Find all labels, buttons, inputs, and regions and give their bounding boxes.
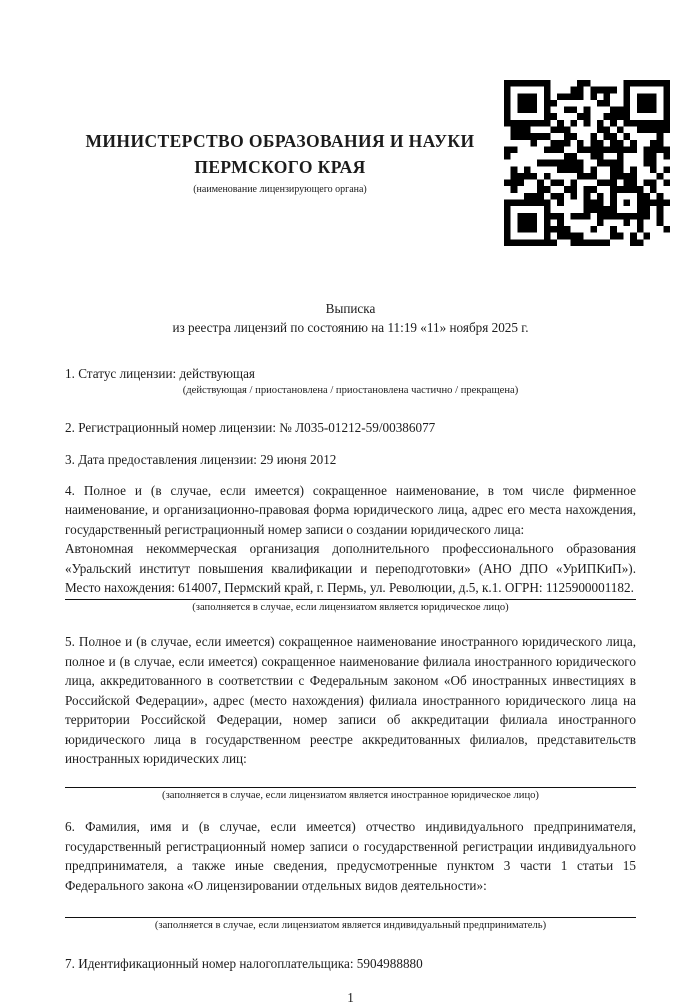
item-6-blank-field-line (65, 917, 636, 918)
item-3-license-date: 3. Дата предоставления лицензии: 29 июня 2012 (65, 451, 337, 467)
item-6-caption: (заполняется в случае, если лицензиатом является индивидуальный предприниматель) (154, 919, 547, 931)
item-7-taxpayer-number: 7. Идентификационный номер налогоплательщика: 5904988880 (65, 955, 423, 971)
document-title-line1: Выписка (325, 301, 376, 316)
item-1-license-status: 1. Статус лицензии: действующая (65, 365, 256, 381)
item-4-underline (65, 599, 636, 600)
page-number: 1 (347, 990, 354, 1006)
item-5-blank-field-line (65, 787, 636, 788)
ministry-name-line2: ПЕРМСКОГО КРАЯ (194, 157, 366, 177)
document-title-line2: из реестра лицензий по состоянию на 11:19 «11» ноября 2025 г. (172, 320, 529, 336)
document-title (65, 299, 636, 338)
item-5-foreign-entity-heading: 5. Полное и (в случае, если имеется) сокращенное наименование иностранного юридического лица, полное и (в случае, если имеется) сокращенное наименование филиала иностранного юридического лица, аккредитованного в соответствии с Федеральным законом «Об иностранных инвестициях в Российской Федерации», адрес (место нахождения) филиала иностранного юридического лица на территории Российской Федерации, номер записи об аккредитации филиала иностранного юридического лица в государственном реестре аккредитованных филиалов, представительств иностранных юридических лиц: (65, 634, 636, 766)
ministry-name-line1: МИНИСТЕРСТВО ОБРАЗОВАНИЯ И НАУКИ (85, 131, 475, 151)
qr-code (504, 80, 670, 246)
item-4-legal-entity-value: Автономная некоммерческая организация дополнительного профессионального образования «Уральский институт повышения квалификации и переподготовки» (АНО ДПО «УрИПКиП»). Место нахождения: 614007, Пермский край, г. Пермь, ул. Революции, д.5, к.1. ОГРН: 1125900001182. (65, 541, 636, 596)
item-6-individual-entrepreneur-heading: 6. Фамилия, имя и (в случае, если имеется) отчество индивидуального предпринимателя, государственный регистрационный номер записи о государственной регистрации индивидуального предпринимателя, а также иные сведения, предусмотренные пунктом 3 части 1 статьи 15 Федерального закона «О лицензировании отдельных видов деятельности»: (65, 819, 636, 893)
item-4-legal-entity-heading: 4. Полное и (в случае, если имеется) сокращенное наименование, в том числе фирменное наименование, и организационно-правовая форма юридического лица, адрес его места нахождения, государственный регистрационный номер записи о создании юридического лица: (65, 483, 636, 537)
item-4-caption: (заполняется в случае, если лицензиатом является юридическое лицо) (192, 602, 509, 614)
ministry-name-caption: (наименование лицензирующего органа) (193, 184, 367, 195)
item-5-caption: (заполняется в случае, если лицензиатом является иностранное юридическое лицо) (162, 790, 539, 802)
item-1-caption: (действующая / приостановлена / приостановлена частично / прекращена) (182, 385, 519, 397)
document-body (65, 299, 636, 1008)
item-2-registration-number: 2. Регистрационный номер лицензии: № Л035-01212-59/00386077 (65, 420, 436, 436)
licensing-authority-header (62, 128, 498, 196)
qr-code-icon (504, 80, 670, 246)
